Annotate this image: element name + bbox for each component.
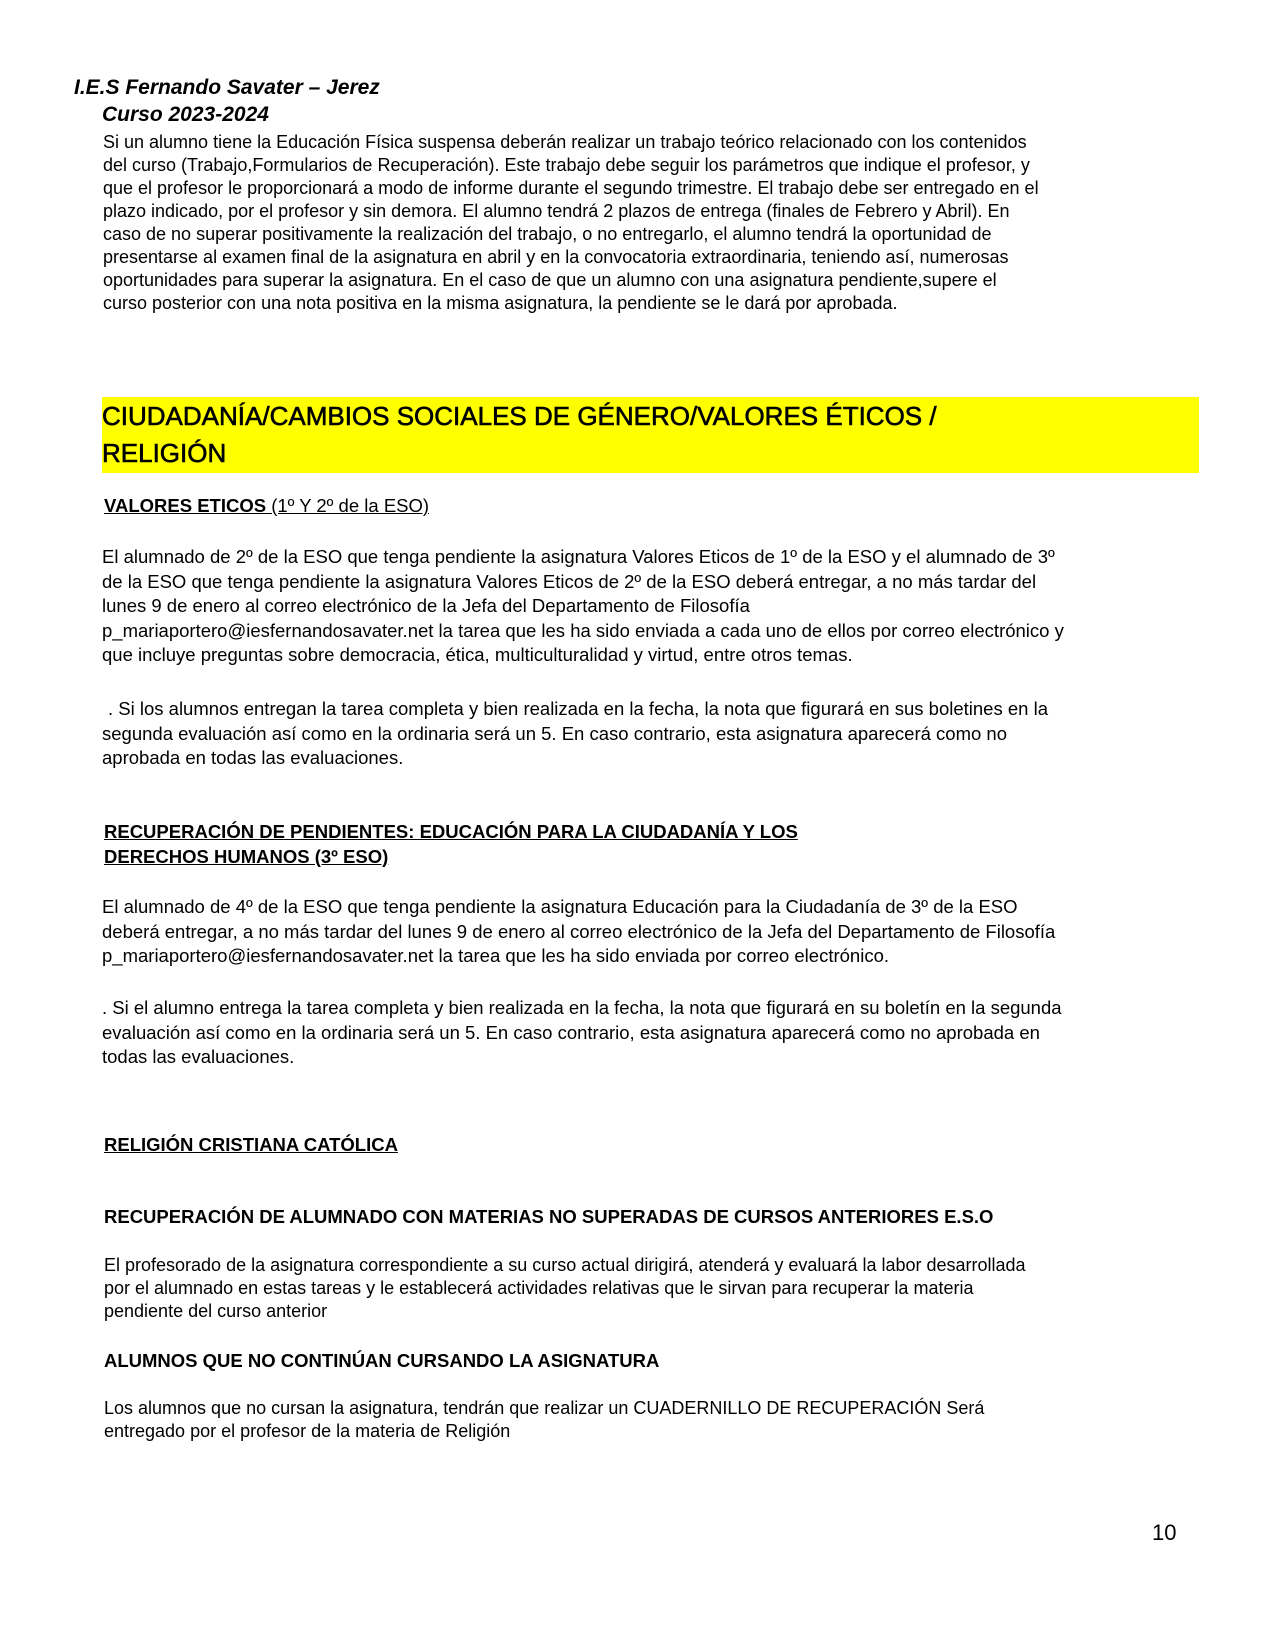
religion-subtitle-2: ALUMNOS QUE NO CONTINÚAN CURSANDO LA ASIGNATURA bbox=[104, 1350, 660, 1371]
text-line: deberá entregar, a no más tardar del lunes 9 de enero al correo electrónico de la Jefa del Departamento de Filosofía bbox=[102, 920, 1056, 942]
banner-line-1: CIUDADANÍA/CAMBIOS SOCIALES DE GÉNERO/VALORES ÉTICOS / bbox=[102, 401, 937, 431]
text-line: El alumnado de 2º de la ESO que tenga pendiente la asignatura Valores Eticos de 1º de la ESO y el alumnado de 3º bbox=[102, 546, 1055, 567]
text-line: . Si el alumno entrega la tarea completa y bien realizada en la fecha, la nota que figurará en su boletín en la segunda bbox=[102, 997, 1062, 1018]
religion-paragraph-1 bbox=[104, 1254, 1244, 1323]
text-line: Los alumnos que no cursan la asignatura, tendrán que realizar un CUADERNILLO DE RECUPERACIÓN Será bbox=[104, 1398, 985, 1418]
section-banner-title bbox=[102, 398, 1192, 472]
ciudadania-title bbox=[104, 820, 798, 869]
text-line: caso de no superar positivamente la realización del trabajo, o no entregarlo, el alumno tendrá la oportunidad de bbox=[103, 224, 992, 244]
course-year: Curso 2023-2024 bbox=[102, 103, 269, 126]
religion-subtitle-1: RECUPERACIÓN DE ALUMNADO CON MATERIAS NO SUPERADAS DE CURSOS ANTERIORES E.S.O bbox=[104, 1206, 994, 1227]
valores-paragraph-1 bbox=[102, 545, 1242, 668]
text-line: p_mariaportero@iesfernandosavater.net la tarea que les ha sido enviada por correo electrónico. bbox=[102, 945, 889, 966]
ciudadania-title-line-2: DERECHOS HUMANOS (3º ESO) bbox=[104, 845, 389, 867]
valores-title bbox=[104, 494, 429, 519]
text-line: curso posterior con una nota positiva en la misma asignatura, la pendiente se le dará por aprobada. bbox=[103, 293, 898, 313]
text-line: del curso (Trabajo,Formularios de Recuperación). Este trabajo debe seguir los parámetros que indique el profesor, y bbox=[103, 155, 1030, 175]
text-line: aprobada en todas las evaluaciones. bbox=[102, 747, 404, 768]
text-line: El alumnado de 4º de la ESO que tenga pendiente la asignatura Educación para la Ciudadanía de 3º de la ESO bbox=[102, 896, 1018, 917]
text-line: plazo indicado, por el profesor y sin demora. El alumno tendrá 2 plazos de entrega (finales de Febrero y Abril). En bbox=[103, 201, 1010, 221]
text-line: entregado por el profesor de la materia de Religión bbox=[104, 1421, 511, 1441]
valores-title-bold: VALORES ETICOS bbox=[104, 495, 267, 516]
school-name: I.E.S Fernando Savater – Jerez bbox=[74, 76, 380, 99]
text-line: pendiente del curso anterior bbox=[104, 1301, 328, 1321]
valores-title-rest: (1º Y 2º de la ESO) bbox=[266, 495, 430, 516]
text-line: evaluación así como en la ordinaria será un 5. En caso contrario, esta asignatura aparecerá como no aprobada en bbox=[102, 1021, 1040, 1043]
ciudadania-title-line-1: RECUPERACIÓN DE PENDIENTES: EDUCACIÓN PARA LA CIUDADANÍA Y LOS bbox=[104, 821, 798, 842]
text-line: . Si los alumnos entregan la tarea completa y bien realizada en la fecha, la nota que figurará en sus boletines en la bbox=[108, 698, 1048, 719]
text-line: lunes 9 de enero al correo electrónico de la Jefa del Departamento de Filosofía bbox=[102, 595, 750, 616]
text-line: oportunidades para superar la asignatura. En el caso de que un alumno con una asignatura pendiente,supere el bbox=[103, 270, 997, 290]
banner-line-2: RELIGIÓN bbox=[102, 438, 227, 468]
text-line: El profesorado de la asignatura correspondiente a su curso actual dirigirá, atenderá y evaluará la labor desarrollada bbox=[104, 1255, 1026, 1275]
text-line: segunda evaluación así como en la ordinaria será un 5. En caso contrario, esta asignatura aparecerá como no bbox=[102, 722, 1007, 744]
religion-title: RELIGIÓN CRISTIANA CATÓLICA bbox=[104, 1134, 398, 1155]
ciudadania-paragraph-1 bbox=[102, 895, 1242, 969]
intro-paragraph bbox=[103, 131, 1233, 315]
religion-paragraph-2 bbox=[104, 1397, 1244, 1443]
text-line: por el alumnado en estas tareas y le establecerá actividades relativas que le sirvan para recuperar la materia bbox=[104, 1278, 974, 1298]
valores-paragraph-2 bbox=[102, 697, 1242, 771]
text-line: presentarse al examen final de la asignatura en abril y en la convocatoria extraordinaria, teniendo así, numerosas bbox=[103, 247, 1009, 267]
text-line: que incluye preguntas sobre democracia, ética, multiculturalidad y virtud, entre otros temas. bbox=[102, 644, 853, 665]
text-line: Si un alumno tiene la Educación Física suspensa deberán realizar un trabajo teórico relacionado con los contenidos bbox=[103, 132, 1027, 152]
text-line: todas las evaluaciones. bbox=[102, 1046, 295, 1067]
text-line: p_mariaportero@iesfernandosavater.net la tarea que les ha sido enviada a cada uno de ellos por correo electrónico y bbox=[102, 619, 1064, 641]
ciudadania-paragraph-2 bbox=[102, 996, 1242, 1070]
text-line: que el profesor le proporcionará a modo de informe durante el segundo trimestre. El trabajo debe ser entregado en el bbox=[103, 178, 1039, 198]
page-number: 10 bbox=[1152, 1520, 1177, 1545]
text-line: de la ESO que tenga pendiente la asignatura Valores Eticos de 2º de la ESO deberá entregar, a no más tardar del bbox=[102, 570, 1037, 592]
